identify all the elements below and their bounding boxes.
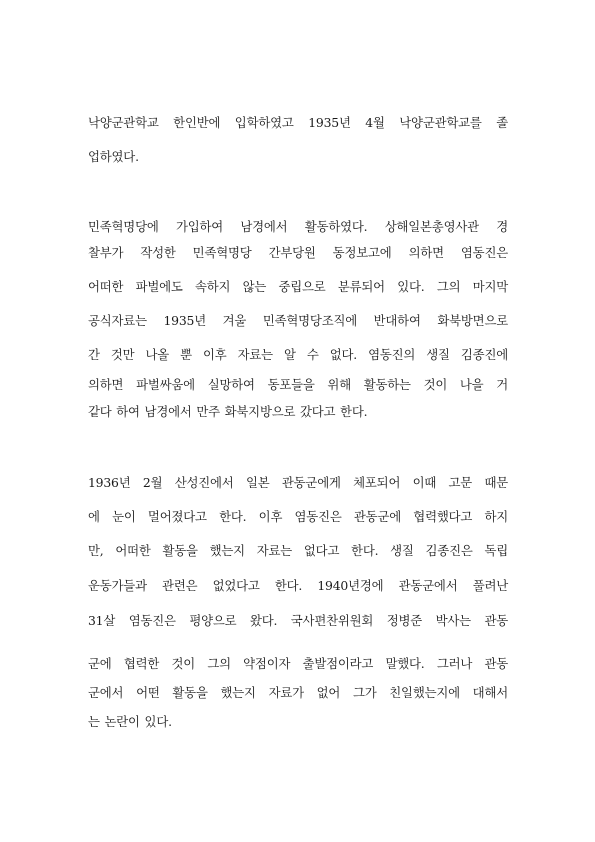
text-line: 공식자료는 1935년 겨울 민족혁명당조직에 반대하여 화북방면으로 [88,313,508,328]
text-line: 군에서 어떤 활동을 했는지 자료가 없어 그가 친일했는지에 대해서 [88,685,508,700]
text-line: 간 것만 나올 뿐 이후 자료는 알 수 없다. 염동진의 생질 김종진에 [88,347,508,362]
text-line: 같다 하여 남경에서 만주 화북지방으로 갔다고 한다. [88,404,368,419]
text-line: 31살 염동진은 평양으로 왔다. 국사편찬위원회 정병준 박사는 관동 [88,613,508,628]
text-line: 민족혁명당에 가입하여 남경에서 활동하였다. 상해일본총영사관 경 [88,219,508,234]
text-line: 업하였다. [88,149,139,164]
text-line: 만, 어떠한 활동을 했는지 자료는 없다고 한다. 생질 김종진은 독립 [88,543,508,558]
text-line: 낙양군관학교 한인반에 입학하였고 1935년 4월 낙양군관학교를 졸 [88,115,508,130]
text-line: 는 논란이 있다. [88,714,172,729]
text-line: 운동가들과 관련은 없었다고 한다. 1940년경에 관동군에서 풀려난 [88,578,508,593]
text-line: 찰부가 작성한 민족혁명당 간부당원 동정보고에 의하면 염동진은 [88,245,508,260]
text-line: 의하면 파벌싸움에 실망하여 동포들을 위해 활동하는 것이 나을 거 [88,377,508,392]
text-line: 어떠한 파벌에도 속하지 않는 중립으로 분류되어 있다. 그의 마지막 [88,279,508,294]
text-line: 1936년 2월 산성진에서 일본 관동군에게 체포되어 이때 고문 때문 [88,475,508,490]
text-line: 에 눈이 멀어졌다고 한다. 이후 염동진은 관동군에 협력했다고 하지 [88,509,508,524]
text-line: 군에 협력한 것이 그의 약점이자 출발점이라고 말했다. 그러나 관동 [88,656,508,671]
